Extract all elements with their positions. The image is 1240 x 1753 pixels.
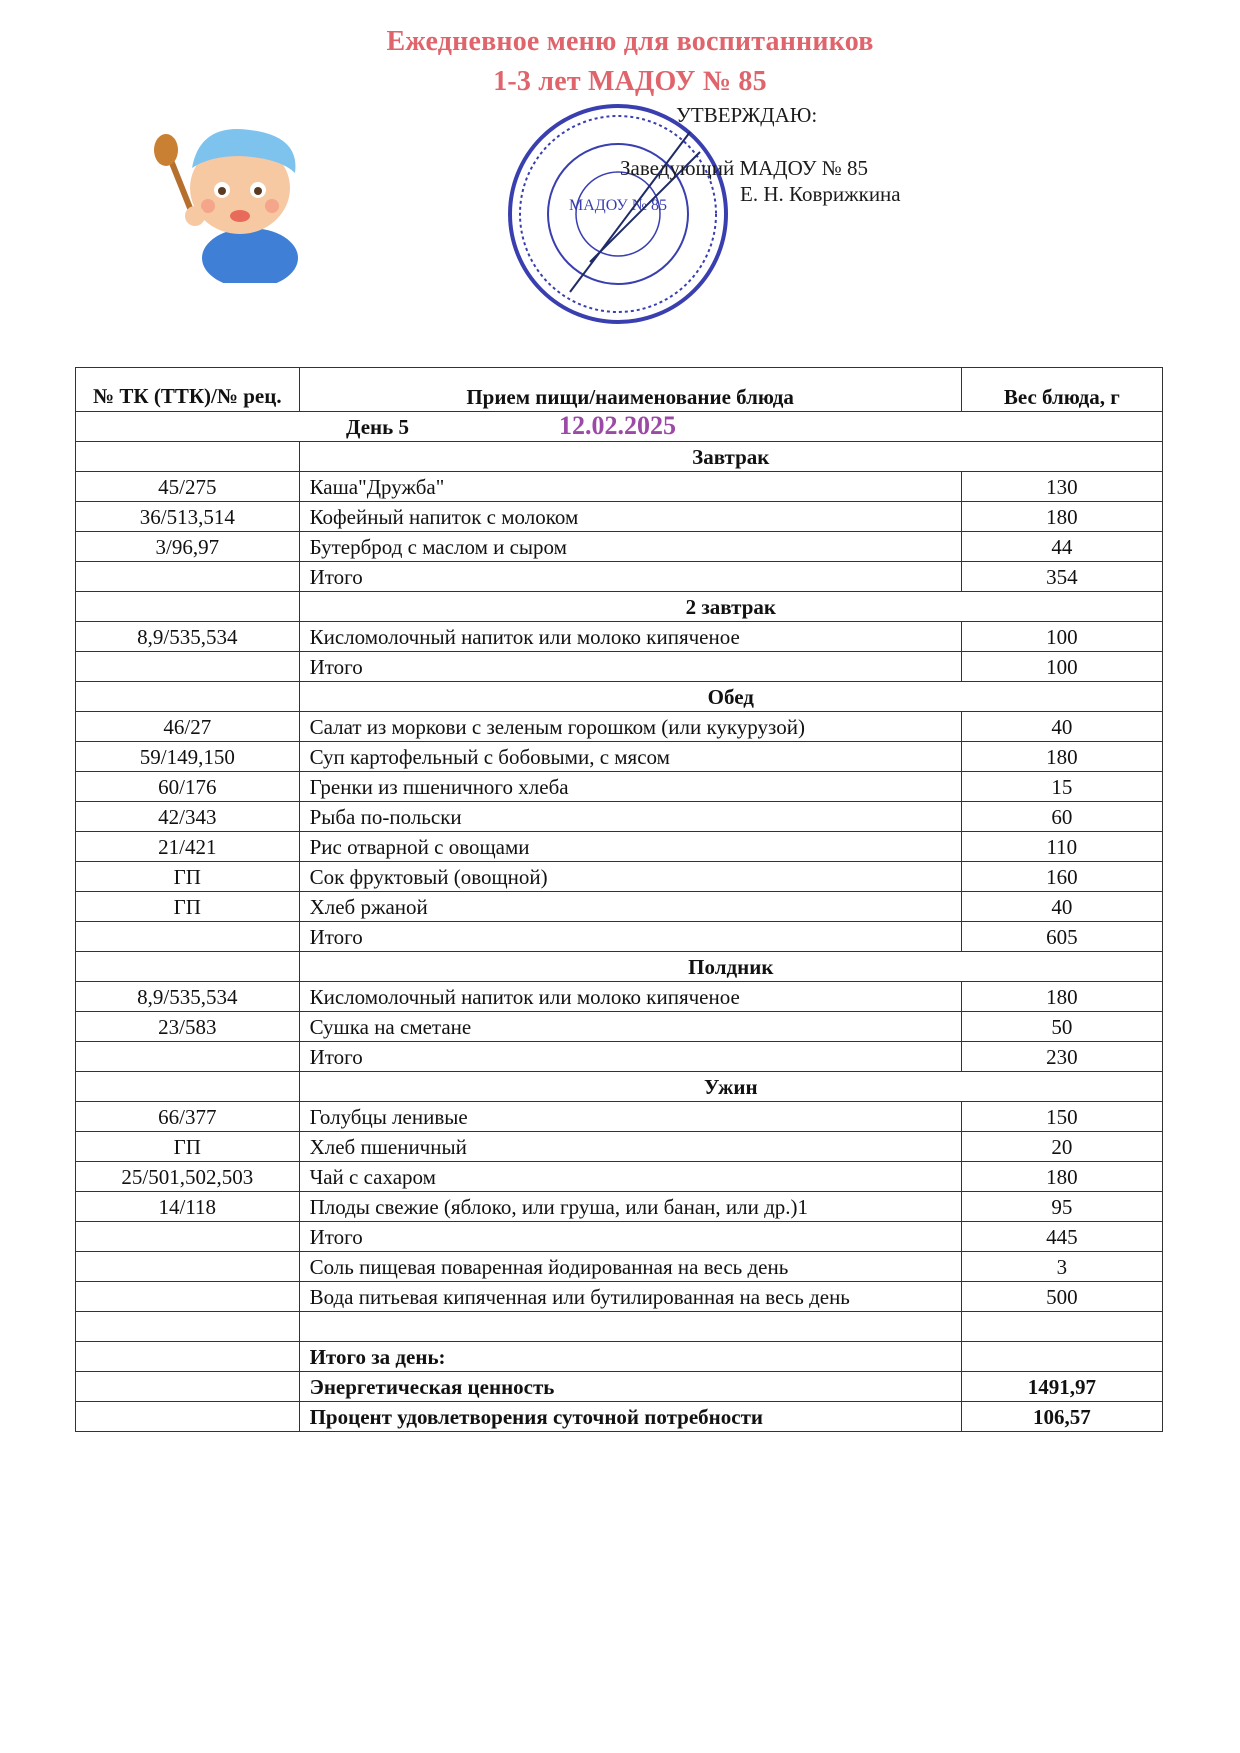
- table-row: [76, 772, 1163, 802]
- dish-weight: 180: [961, 1162, 1162, 1192]
- dish-code: 59/149,150: [76, 742, 300, 772]
- water-weight: 500: [961, 1282, 1162, 1312]
- dish-weight: 60: [961, 802, 1162, 832]
- dish-code: 23/583: [76, 1012, 300, 1042]
- dish-weight: 230: [961, 1042, 1162, 1072]
- dish-weight: 100: [961, 622, 1162, 652]
- dish-name: Рис отварной с овощами: [299, 832, 961, 862]
- total-day-label: Итого за день:: [299, 1342, 961, 1372]
- blank-cell: [961, 1312, 1162, 1342]
- blank-cell: [76, 1312, 300, 1342]
- day-date: 12.02.2025: [558, 411, 676, 440]
- dish-code: 25/501,502,503: [76, 1162, 300, 1192]
- percent-label: Процент удовлетворения суточной потребности: [299, 1402, 961, 1432]
- percent-blank: [76, 1402, 300, 1432]
- stamp-text: МАДОУ № 85: [569, 197, 667, 214]
- dish-name: Кисломолочный напиток или молоко кипяченое: [299, 982, 961, 1012]
- day-label: День 5: [346, 415, 409, 439]
- dish-name: Плоды свежие (яблоко, или груша, или банан, или др.)1: [299, 1192, 961, 1222]
- table-row: [76, 1042, 1163, 1072]
- dish-code: [76, 1222, 300, 1252]
- dish-code: 21/421: [76, 832, 300, 862]
- section-row: [76, 442, 1163, 472]
- section-blank-cell: [76, 1072, 300, 1102]
- table-row: [76, 1132, 1163, 1162]
- total-day-row: [76, 1342, 1163, 1372]
- section-title: Завтрак: [299, 442, 1162, 472]
- total-blank: [961, 1342, 1162, 1372]
- dish-code: 66/377: [76, 1102, 300, 1132]
- table-row: [76, 1162, 1163, 1192]
- energy-row: [76, 1372, 1163, 1402]
- dish-code: 46/27: [76, 712, 300, 742]
- dish-name: Итого: [299, 1042, 961, 1072]
- table-row: [76, 862, 1163, 892]
- dish-name: Каша"Дружба": [299, 472, 961, 502]
- table-row: [76, 472, 1163, 502]
- table-row: [76, 532, 1163, 562]
- table-row: [76, 832, 1163, 862]
- header-name: Прием пищи/наименование блюда: [299, 368, 961, 412]
- section-title: 2 завтрак: [299, 592, 1162, 622]
- approval-name: Е. Н. Коврижкина: [740, 182, 901, 206]
- dish-code: ГП: [76, 1132, 300, 1162]
- page-title: Ежедневное меню для воспитанников: [386, 26, 874, 57]
- table-row: [76, 652, 1163, 682]
- dish-code: ГП: [76, 862, 300, 892]
- dish-weight: 605: [961, 922, 1162, 952]
- dish-weight: 160: [961, 862, 1162, 892]
- section-row: [76, 952, 1163, 982]
- day-row: [76, 412, 1163, 442]
- table-row: [76, 562, 1163, 592]
- dish-name: Сушка на сметане: [299, 1012, 961, 1042]
- table-row: [76, 892, 1163, 922]
- dish-name: Итого: [299, 652, 961, 682]
- table-row: [76, 1012, 1163, 1042]
- dish-code: 45/275: [76, 472, 300, 502]
- table-row: [76, 712, 1163, 742]
- salt-weight: 3: [961, 1252, 1162, 1282]
- round-seal-stamp-icon: [500, 92, 750, 332]
- dish-weight: 150: [961, 1102, 1162, 1132]
- section-title: Обед: [299, 682, 1162, 712]
- blank-row: [76, 1312, 1163, 1342]
- dish-weight: 110: [961, 832, 1162, 862]
- energy-blank: [76, 1372, 300, 1402]
- dish-name: Кисломолочный напиток или молоко кипяченое: [299, 622, 961, 652]
- section-row: [76, 1072, 1163, 1102]
- dish-code: 36/513,514: [76, 502, 300, 532]
- table-row: [76, 1222, 1163, 1252]
- dish-code: 60/176: [76, 772, 300, 802]
- dish-code: [76, 562, 300, 592]
- dish-name: Голубцы ленивые: [299, 1102, 961, 1132]
- dish-weight: 40: [961, 892, 1162, 922]
- dish-weight: 44: [961, 532, 1162, 562]
- dish-name: Итого: [299, 1222, 961, 1252]
- dish-weight: 100: [961, 652, 1162, 682]
- dish-code: 8,9/535,534: [76, 622, 300, 652]
- table-row: [76, 622, 1163, 652]
- energy-label: Энергетическая ценность: [299, 1372, 961, 1402]
- table-row: [76, 802, 1163, 832]
- dish-code: 3/96,97: [76, 532, 300, 562]
- dish-weight: 15: [961, 772, 1162, 802]
- dish-code: [76, 1042, 300, 1072]
- dish-weight: 180: [961, 982, 1162, 1012]
- water-row: [76, 1282, 1163, 1312]
- table-row: [76, 1102, 1163, 1132]
- table-row: [76, 742, 1163, 772]
- dish-name: Рыба по-польски: [299, 802, 961, 832]
- section-row: [76, 592, 1163, 622]
- water-code: [76, 1282, 300, 1312]
- dish-name: Чай с сахаром: [299, 1162, 961, 1192]
- dish-code: [76, 652, 300, 682]
- dish-code: ГП: [76, 892, 300, 922]
- energy-value: 1491,97: [961, 1372, 1162, 1402]
- section-title: Ужин: [299, 1072, 1162, 1102]
- dish-name: Суп картофельный с бобовыми, с мясом: [299, 742, 961, 772]
- dish-weight: 95: [961, 1192, 1162, 1222]
- header-code: № ТК (ТТК)/№ рец.: [76, 368, 300, 412]
- header-weight: Вес блюда, г: [961, 368, 1162, 412]
- section-blank-cell: [76, 952, 300, 982]
- water-name: Вода питьевая кипяченная или бутилированная на весь день: [299, 1282, 961, 1312]
- approval-heading: УТВЕРЖДАЮ:: [676, 103, 818, 127]
- dish-name: Итого: [299, 562, 961, 592]
- dish-weight: 180: [961, 742, 1162, 772]
- salt-row: [76, 1252, 1163, 1282]
- dish-code: [76, 922, 300, 952]
- section-row: [76, 682, 1163, 712]
- dish-weight: 445: [961, 1222, 1162, 1252]
- dish-code: 42/343: [76, 802, 300, 832]
- salt-name: Соль пищевая поваренная йодированная на весь день: [299, 1252, 961, 1282]
- blank-cell: [299, 1312, 961, 1342]
- dish-name: Бутерброд с маслом и сыром: [299, 532, 961, 562]
- page-subtitle: 1-3 лет МАДОУ № 85: [493, 66, 767, 97]
- dish-name: Гренки из пшеничного хлеба: [299, 772, 961, 802]
- section-blank-cell: [76, 442, 300, 472]
- table-row: [76, 502, 1163, 532]
- dish-name: Сок фруктовый (овощной): [299, 862, 961, 892]
- dish-name: Салат из моркови с зеленым горошком (или кукурузой): [299, 712, 961, 742]
- dish-weight: 20: [961, 1132, 1162, 1162]
- salt-code: [76, 1252, 300, 1282]
- dish-name: Хлеб ржаной: [299, 892, 961, 922]
- percent-row: [76, 1402, 1163, 1432]
- dish-name: Итого: [299, 922, 961, 952]
- menu-table: [75, 367, 1163, 1432]
- percent-value: 106,57: [961, 1402, 1162, 1432]
- table-row: [76, 982, 1163, 1012]
- day-cell: [76, 412, 1163, 442]
- dish-weight: 180: [961, 502, 1162, 532]
- dish-weight: 50: [961, 1012, 1162, 1042]
- dish-code: 8,9/535,534: [76, 982, 300, 1012]
- dish-weight: 130: [961, 472, 1162, 502]
- dish-code: 14/118: [76, 1192, 300, 1222]
- table-row: [76, 1192, 1163, 1222]
- dish-name: Хлеб пшеничный: [299, 1132, 961, 1162]
- cook-boy-with-spoon-icon: [140, 118, 305, 283]
- dish-weight: 354: [961, 562, 1162, 592]
- section-blank-cell: [76, 592, 300, 622]
- total-blank: [76, 1342, 300, 1372]
- dish-name: Кофейный напиток с молоком: [299, 502, 961, 532]
- table-header-row: [76, 368, 1163, 412]
- section-title: Полдник: [299, 952, 1162, 982]
- approval-position: Заведующий МАДОУ № 85: [620, 156, 869, 180]
- dish-weight: 40: [961, 712, 1162, 742]
- table-row: [76, 922, 1163, 952]
- section-blank-cell: [76, 682, 300, 712]
